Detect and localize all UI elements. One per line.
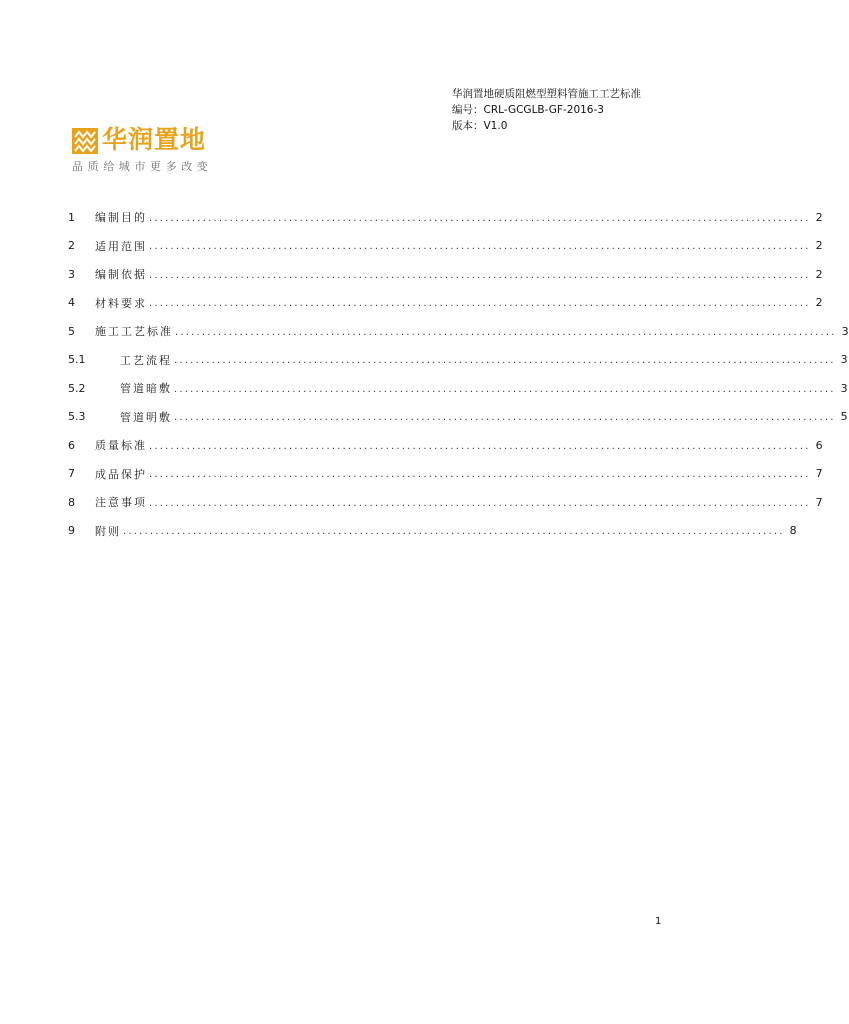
toc-entry-number: 1 xyxy=(68,210,75,224)
toc-entry-number: 2 xyxy=(68,239,75,253)
toc-entry[interactable] xyxy=(68,403,848,432)
toc-entry[interactable] xyxy=(68,289,823,318)
logo-name: 华润置地 xyxy=(102,125,207,154)
toc-entry-page: 5 xyxy=(840,410,848,424)
toc-entry-number: 5 xyxy=(68,324,75,338)
toc-entry-page: 7 xyxy=(815,495,823,509)
toc-entry-page: 3 xyxy=(840,381,848,395)
document-version: 版本：V1.0 xyxy=(452,120,508,132)
toc-dot-leader: ........................................................................................................................... xyxy=(149,241,811,253)
toc-entry-page: 7 xyxy=(815,467,823,481)
toc-entry-title: 编制依据 xyxy=(95,268,147,282)
toc-entry-page: 2 xyxy=(815,267,823,281)
toc-entry[interactable] xyxy=(68,374,848,403)
toc-entry-number: 8 xyxy=(68,495,75,509)
toc-entry-title: 管道明敷 xyxy=(120,410,172,424)
toc-entry[interactable] xyxy=(68,460,823,489)
table-of-contents xyxy=(68,203,849,545)
toc-dot-leader: ........................................................................................................................... xyxy=(149,269,811,281)
toc-entry-page: 2 xyxy=(815,296,823,310)
toc-entry-number: 3 xyxy=(68,267,75,281)
toc-dot-leader: ........................................................................................................................... xyxy=(174,412,836,424)
company-logo xyxy=(72,126,222,178)
toc-entry-page: 8 xyxy=(789,524,797,538)
toc-entry[interactable] xyxy=(68,346,848,375)
toc-dot-leader: ........................................................................................................................... xyxy=(149,440,811,452)
toc-entry-number: 5.1 xyxy=(68,353,86,367)
toc-entry-number: 5.3 xyxy=(68,410,86,424)
toc-dot-leader: ........................................................................................................................... xyxy=(149,497,811,509)
toc-entry[interactable] xyxy=(68,431,823,460)
toc-entry[interactable] xyxy=(68,488,823,517)
toc-dot-leader: ........................................................................................................................... xyxy=(123,526,785,538)
toc-entry-title: 编制目的 xyxy=(95,211,147,225)
toc-entry-page: 3 xyxy=(840,353,848,367)
toc-entry-title: 适用范围 xyxy=(95,239,147,253)
toc-entry-title: 附则 xyxy=(95,524,121,538)
toc-dot-leader: ........................................................................................................................... xyxy=(174,355,836,367)
toc-entry[interactable] xyxy=(68,517,797,546)
toc-entry[interactable] xyxy=(68,317,849,346)
toc-entry-title: 管道暗敷 xyxy=(120,382,172,396)
logo-slogan: 品质给城市更多改变 xyxy=(72,160,213,173)
toc-entry[interactable] xyxy=(68,203,823,232)
toc-entry-title: 施工工艺标准 xyxy=(95,325,173,339)
toc-entry-title: 工艺流程 xyxy=(120,353,172,367)
toc-dot-leader: ........................................................................................................................... xyxy=(149,298,811,310)
toc-dot-leader: ........................................................................................................................... xyxy=(174,383,836,395)
toc-entry-page: 3 xyxy=(841,324,849,338)
page-number: 1 xyxy=(655,916,662,927)
toc-entry-number: 9 xyxy=(68,524,75,538)
toc-entry-page: 2 xyxy=(815,210,823,224)
toc-entry-title: 材料要求 xyxy=(95,296,147,310)
logo-mark-icon xyxy=(72,128,98,154)
toc-entry-title: 注意事项 xyxy=(95,496,147,510)
toc-dot-leader: ........................................................................................................................... xyxy=(149,212,811,224)
toc-entry-title: 成品保护 xyxy=(95,467,147,481)
toc-entry-page: 6 xyxy=(815,438,823,452)
document-number: 编号：CRL-GCGLB-GF-2016-3 xyxy=(452,104,604,116)
toc-dot-leader: ........................................................................................................................... xyxy=(175,326,837,338)
toc-entry-number: 6 xyxy=(68,438,75,452)
toc-dot-leader: ........................................................................................................................... xyxy=(149,469,811,481)
toc-entry-page: 2 xyxy=(815,239,823,253)
toc-entry-number: 7 xyxy=(68,467,75,481)
document-header xyxy=(452,86,641,134)
document-title: 华润置地硬质阻燃型塑料管施工工艺标准 xyxy=(452,88,641,100)
toc-entry-number: 5.2 xyxy=(68,381,86,395)
toc-entry[interactable] xyxy=(68,260,823,289)
toc-entry-title: 质量标准 xyxy=(95,439,147,453)
toc-entry[interactable] xyxy=(68,232,823,261)
toc-entry-number: 4 xyxy=(68,296,75,310)
